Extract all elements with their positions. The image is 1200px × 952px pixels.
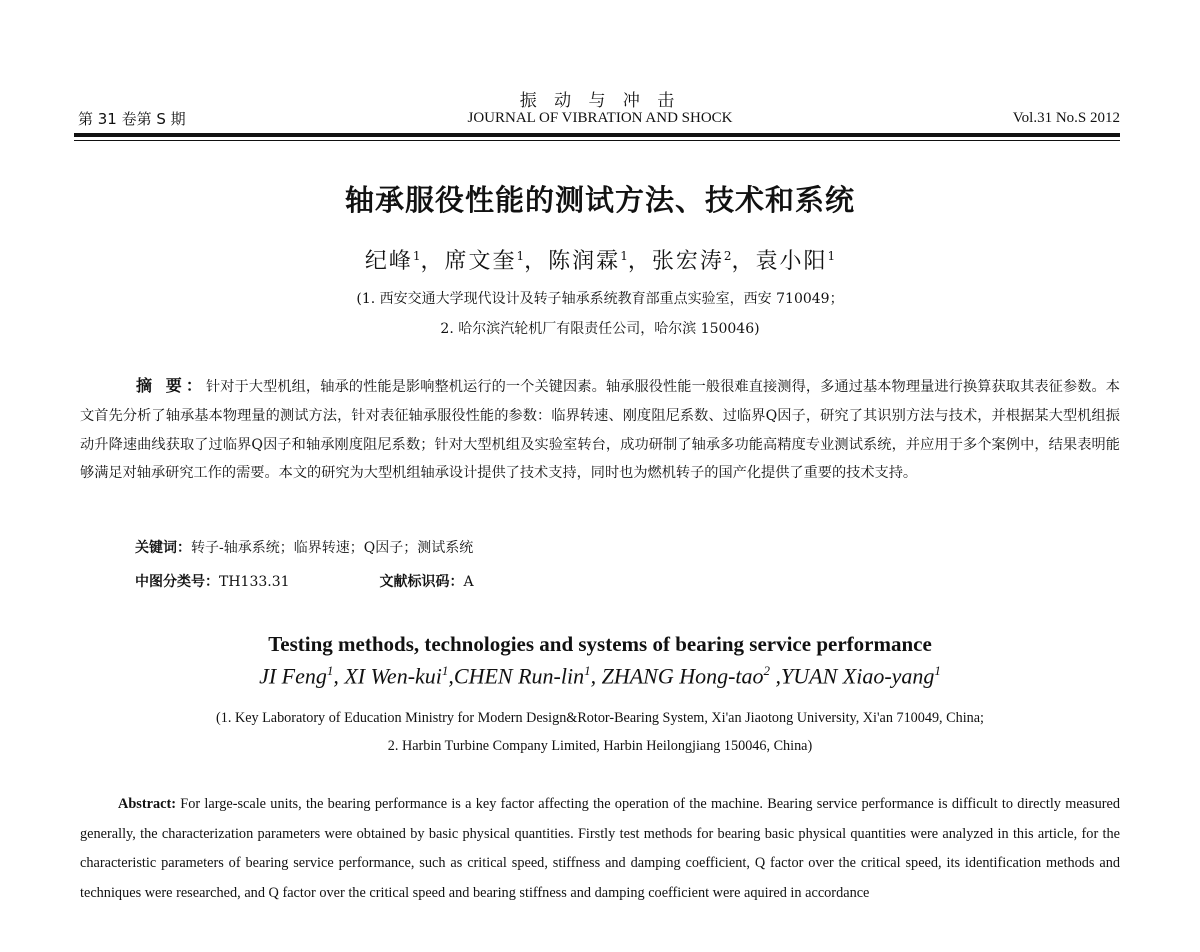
abstract-en-label: Abstract: xyxy=(118,796,176,812)
abstract-cn-text: 针对于大型机组，轴承的性能是影响整机运行的一个关键因素。轴承服役性能一般很难直接测得，多通过基本物理量进行换算获取其表征参数。本文首先分析了轴承基本物理量的测试方法，针对表征轴承服役性能的参数：临界转速、刚度阻尼系数、过临界Q因子，研究了其识别方法与技术，并根据某大型机组振动升降速曲线获取了过临界Q因子和轴承刚度阻尼系数；针对大型机组及实验室转台，成功研制了轴承多功能高精度专业测试系统，并应用于多个案例中，结果表明能够满足对轴承研究工作的需要。本文的研究为大型机组轴承设计提供了技术支持，同时也为燃机转子的国产化提供了重要的技术支持。 xyxy=(80,379,1120,482)
journal-name-cn: 振 动 与 冲 击 xyxy=(519,91,681,111)
author-cn: 袁小阳 xyxy=(755,249,828,274)
author-en: ZHANG Hong-tao xyxy=(601,663,764,689)
author-affiliation-mark: 1 xyxy=(441,663,449,678)
author-affiliation-mark: 2 xyxy=(763,663,771,678)
journal-name-en: JOURNAL OF VIBRATION AND SHOCK xyxy=(467,110,733,126)
author-affiliation-mark: 1 xyxy=(827,249,836,263)
author-en: JI Feng xyxy=(259,663,327,689)
author-en: CHEN Run-lin xyxy=(453,663,585,689)
doc-code-value: A xyxy=(463,574,474,590)
authors-en xyxy=(0,663,1200,689)
author-separator: , xyxy=(770,663,782,689)
author-affiliation-mark: 1 xyxy=(934,663,941,678)
keywords-cn-text: 转子-轴承系统；临界转速；Q因子；测试系统 xyxy=(191,540,474,556)
author-separator: , xyxy=(448,663,454,689)
clc-value: TH133.31 xyxy=(219,574,290,590)
author-affiliation-mark: 1 xyxy=(584,663,591,678)
author-separator: , xyxy=(333,663,345,689)
author-affiliation-mark: 1 xyxy=(326,663,334,678)
abstract-en-text: For large-scale units, the bearing performance is a key factor affecting the operation of the machine. Bearing service performance is difficult to directly measured generally, the characterization parameters were obtained by basic physical quantities. Firstly test methods for bearing basic physical quantities were analyzed in this article, for the characteristic parameters of bearing service performance, such as critical speed, stiffness and damping coefficient, Q factor over the critical speed, its identification methods and techniques were researched, and Q factor over the critical speed and bearing stiffness and damping coefficient were aquired in accordance xyxy=(80,796,1121,901)
author-affiliation-mark: 2 xyxy=(723,249,732,263)
author-en: XI Wen-kui xyxy=(344,663,442,689)
author-cn: 席文奎 xyxy=(444,249,517,274)
keywords-cn-label: 关键词： xyxy=(135,540,191,556)
abstract-cn xyxy=(80,372,1120,488)
affiliation-en-1: (1. Key Laboratory of Education Ministry for Modern Design&Rotor-Bearing System, Xi'an Jiaotong University, Xi'an 710049, China; xyxy=(216,710,984,726)
author-affiliation-mark: 1 xyxy=(412,249,421,263)
header-rule-thick xyxy=(74,133,1120,137)
paper-title-cn: 轴承服役性能的测试方法、技术和系统 xyxy=(344,183,855,217)
abstract-en xyxy=(80,790,1120,908)
affiliation-cn-2: 2. 哈尔滨汽轮机厂有限责任公司，哈尔滨 150046) xyxy=(440,321,760,337)
doc-code-label: 文献标识码： xyxy=(379,574,464,590)
author-affiliation-mark: 1 xyxy=(620,249,628,263)
affiliation-en-2: 2. Harbin Turbine Company Limited, Harbin Heilongjiang 150046, China) xyxy=(387,738,813,754)
paper-title-en: Testing methods, technologies and systems of bearing service performance xyxy=(268,632,932,656)
abstract-cn-label: 摘 要： xyxy=(136,376,206,395)
header-rule-thin xyxy=(74,140,1120,141)
author-cn: 纪峰 xyxy=(364,249,413,274)
volume-issue-en: Vol.31 No.S 2012 xyxy=(1012,110,1120,126)
author-cn: 张宏涛 xyxy=(651,249,724,274)
volume-issue-cn: 第 31 卷第 S 期 xyxy=(78,110,186,128)
keywords-cn xyxy=(135,537,473,557)
author-affiliation-mark: 1 xyxy=(516,249,525,263)
classification-cn xyxy=(135,571,474,591)
author-separator: , xyxy=(590,663,602,689)
affiliation-cn-1: (1. 西安交通大学现代设计及转子轴承系统教育部重点实验室，西安 710049； xyxy=(356,291,844,307)
author-en: YUAN Xiao-yang xyxy=(781,663,935,689)
author-cn: 陈润霖 xyxy=(548,249,621,274)
authors-cn: 纪峰$^1$，席文奎$^1$，陈润霖$^1$，张宏涛$^2$，袁小阳$^1$ xyxy=(364,249,836,274)
clc-label: 中图分类号： xyxy=(135,574,219,590)
